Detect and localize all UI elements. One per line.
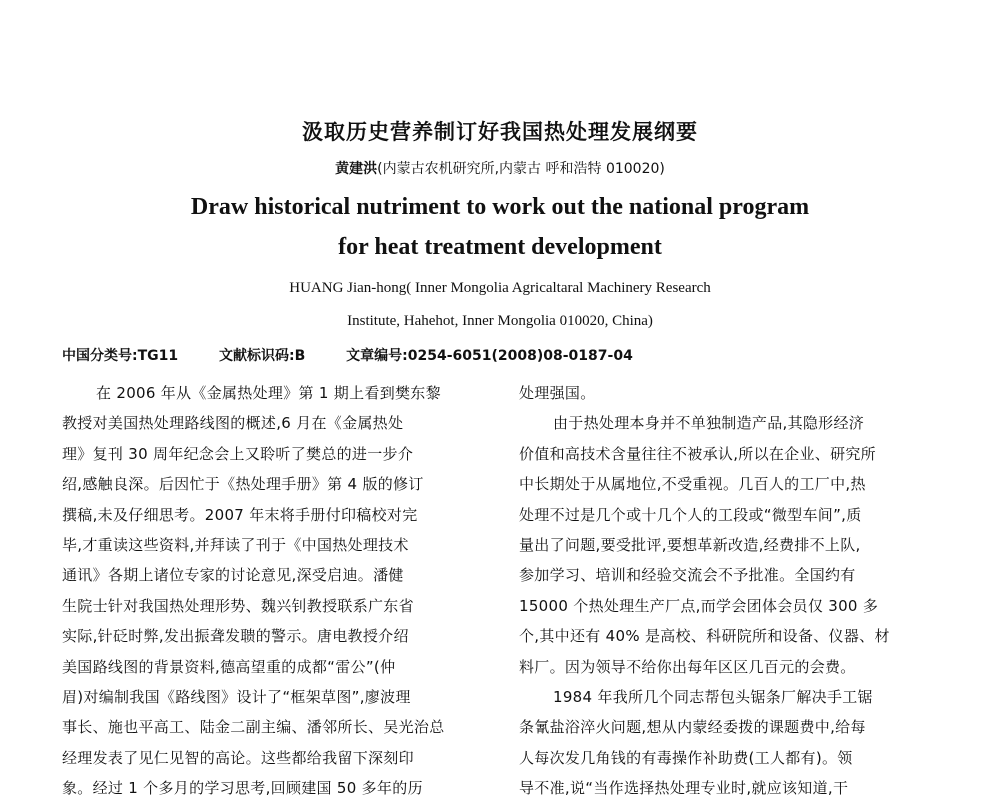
text-line: 处理强国。	[519, 384, 596, 402]
author-english-line-1: HUANG Jian-hong( Inner Mongolia Agricaltaral Machinery Research	[289, 280, 711, 296]
text-line: 理》复刊 30 周年纪念会上又聆听了樊总的进一步介	[62, 444, 414, 463]
text-line: 经理发表了见仁见智的高论。这些都给我留下深刻印	[62, 748, 414, 767]
author-english-line-2: Institute, Hahehot, Inner Mongolia 010020, China)	[347, 313, 653, 329]
title-chinese: 汲取历史营养制订好我国热处理发展纲要	[302, 120, 698, 144]
text-line: 通讯》各期上诸位专家的讨论意见,深受启迪。潘健	[62, 566, 404, 585]
text-line: 15000 个热处理生产厂点,而学会团体会员仅 300 多	[519, 596, 879, 615]
text-line: 1984 年我所几个同志帮包头锯条厂解决手工锯	[553, 687, 873, 706]
body-column-right	[519, 378, 939, 803]
article-number: 文章编号:0254-6051(2008)08-0187-04	[346, 348, 633, 364]
text-line: 处理不过是几个或十几个人的工段或“微型车间”,质	[519, 505, 862, 524]
text-line: 在 2006 年从《金属热处理》第 1 期上看到樊东黎	[96, 384, 441, 402]
text-line: 实际,针砭时弊,发出振聋发聩的警示。唐电教授介绍	[62, 627, 409, 646]
text-line: 中长期处于从属地位,不受重视。几百人的工厂中,热	[519, 475, 866, 494]
text-line: 价值和高技术含量往往不被承认,所以在企业、研究所	[519, 444, 876, 463]
classification-number: 中国分类号:TG11	[62, 348, 179, 364]
text-line: 事长、施也平高工、陆金二副主编、潘邻所长、吴光治总	[62, 718, 445, 737]
title-english-line-1: Draw historical nutriment to work out the national program	[190, 194, 810, 220]
text-line: 料厂。因为领导不给你出每年区区几百元的会费。	[519, 657, 856, 676]
text-line: 导不准,说“当作选择热处理专业时,就应该知道,干	[519, 779, 849, 798]
text-line: 条氰盐浴淬火问题,想从内蒙经委拨的课题费中,给每	[519, 718, 866, 737]
body-column-left	[62, 378, 486, 803]
author-affiliation-cn: (内蒙古农机研究所,内蒙古 呼和浩特 010020)	[377, 161, 665, 177]
text-line: 量出了问题,要受批评,要想革新改造,经费排不上队,	[519, 535, 861, 554]
text-line: 撰稿,未及仔细思考。2007 年末将手册付印稿校对完	[62, 505, 418, 524]
text-line: 毕,才重读这些资料,并拜读了刊于《中国热处理技术	[62, 535, 409, 554]
author-name-cn: 黄建洪	[335, 161, 378, 177]
text-line: 生院士针对我国热处理形势、魏兴钊教授联系广东省	[62, 596, 414, 615]
text-line: 绍,感触良深。后因忙于《热处理手册》第 4 版的修订	[62, 475, 424, 494]
text-line: 眉)对编制我国《路线图》设计了“框架草图”,廖波理	[62, 687, 411, 706]
text-line: 教授对美国热处理路线图的概述,6 月在《金属热处	[62, 414, 404, 433]
text-line: 由于热处理本身并不单独制造产品,其隐形经济	[553, 414, 865, 433]
text-line: 个,其中还有 40% 是高校、科研院所和设备、仪器、材	[519, 627, 890, 646]
title-english-line-2: for heat treatment development	[338, 234, 662, 260]
document-code: 文献标识码:B	[219, 348, 306, 364]
text-line: 人每次发几角钱的有毒操作补助费(工人都有)。领	[519, 748, 853, 767]
article-metadata	[62, 345, 940, 365]
text-line: 美国路线图的背景资料,德高望重的成都“雷公”(仲	[62, 657, 396, 676]
text-line: 象。经过 1 个多月的学习思考,回顾建国 50 多年的历	[62, 779, 423, 798]
author-chinese	[0, 158, 1000, 178]
text-line: 参加学习、培训和经验交流会不予批准。全国约有	[519, 566, 856, 585]
